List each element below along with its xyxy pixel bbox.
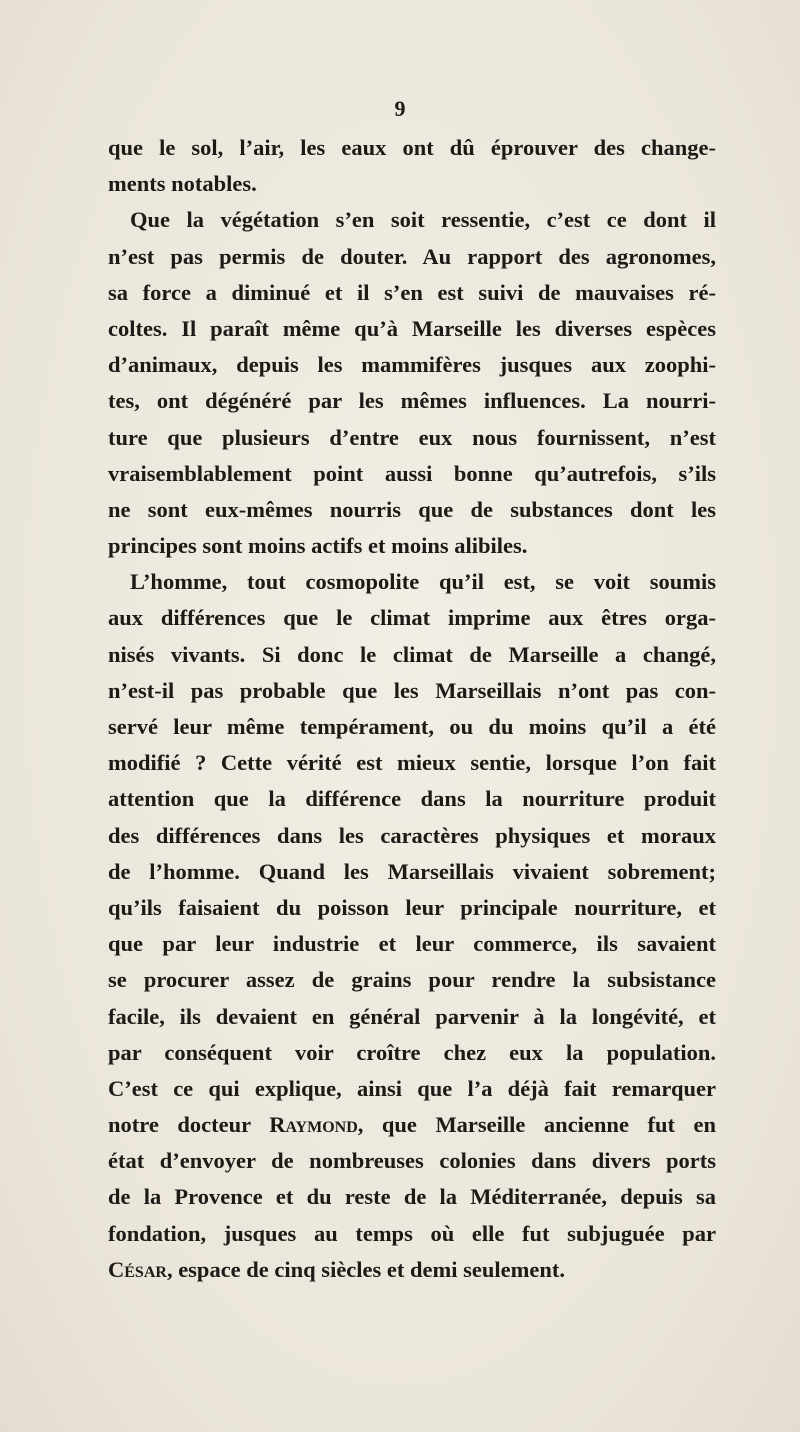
- text-line: aux différences que le climat imprime aux êtres orga-: [108, 605, 716, 631]
- page-number: 9: [394, 96, 406, 121]
- text-line: C’est ce qui explique, ainsi que l’a déjà fait remarquer: [108, 1075, 716, 1101]
- text-line: de l’homme. Quand les Marseillais vivaient sobrement;: [108, 858, 716, 884]
- text-line: d’animaux, depuis les mammifères jusques aux zoophi-: [108, 352, 716, 378]
- proper-name: César: [108, 1256, 167, 1282]
- text-line: fondation, jusques au temps où elle fut subjuguée par: [108, 1220, 716, 1246]
- text-line: vraisemblablement point aussi bonne qu’autrefois, s’ils: [108, 460, 716, 486]
- text-line: de la Provence et du reste de la Méditerranée, depuis sa: [108, 1184, 716, 1210]
- text-line: notre docteur Raymond, que Marseille ancienne fut en: [108, 1112, 716, 1138]
- text-line: coltes. Il paraît même qu’à Marseille les diverses espèces: [108, 315, 716, 341]
- text-line: attention que la différence dans la nourriture produit: [108, 786, 716, 812]
- text-line: César, espace de cinq siècles et demi seulement.: [108, 1256, 565, 1282]
- text-line: que par leur industrie et leur commerce, ils savaient: [108, 931, 716, 957]
- text-line: ments notables.: [108, 171, 257, 197]
- text-line: facile, ils devaient en général parvenir à la longévité, et: [108, 1003, 716, 1029]
- body-text: [108, 130, 716, 1288]
- proper-name: Raymond: [269, 1112, 358, 1138]
- text-line: sa force a diminué et il s’en est suivi de mauvaises ré-: [108, 279, 716, 305]
- text-line: tes, ont dégénéré par les mêmes influences. La nourri-: [108, 388, 716, 414]
- text-line: par conséquent voir croître chez eux la population.: [108, 1039, 716, 1065]
- text-line: ne sont eux-mêmes nourris que de substances dont les: [108, 496, 716, 522]
- text-line: L’homme, tout cosmopolite qu’il est, se voit soumis: [130, 569, 716, 595]
- text-line: ture que plusieurs d’entre eux nous fournissent, n’est: [108, 424, 716, 450]
- text-line: servé leur même tempérament, ou du moins qu’il a été: [108, 714, 716, 739]
- text-line: modifié ? Cette vérité est mieux sentie, lorsque l’on fait: [108, 750, 716, 776]
- text-line: que le sol, l’air, les eaux ont dû éprouver des change-: [108, 135, 716, 160]
- text-line: principes sont moins actifs et moins alibiles.: [108, 533, 528, 559]
- text-line: état d’envoyer de nombreuses colonies dans divers ports: [108, 1148, 716, 1174]
- text-line: n’est-il pas probable que les Marseillais n’ont pas con-: [108, 677, 716, 703]
- text-line: Que la végétation s’en soit ressentie, c’est ce dont il: [130, 207, 716, 233]
- text-line: qu’ils faisaient du poisson leur principale nourriture, et: [108, 894, 716, 920]
- text-line: se procurer assez de grains pour rendre la subsistance: [108, 967, 716, 993]
- text-line: nisés vivants. Si donc le climat de Marseille a changé,: [108, 641, 716, 667]
- text-line: des différences dans les caractères physiques et moraux: [108, 822, 716, 848]
- text-line: n’est pas permis de douter. Au rapport des agronomes,: [108, 243, 716, 269]
